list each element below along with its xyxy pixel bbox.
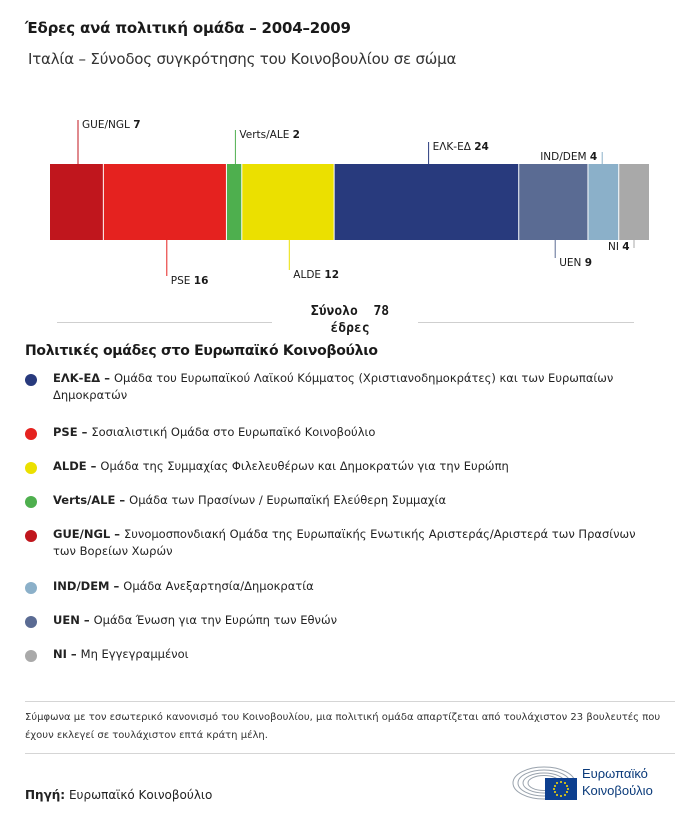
logo-line-2: Κοινοβούλιο	[582, 783, 653, 798]
footnote: Σύμφωνα με τον εσωτερικό κανονισμό του Κοινοβουλίου, μια πολιτική ομάδα απαρτίζεται από τουλάχιστον 23 βουλευτές που έχουν εκλεγεί σε τουλάχιστον επτά κράτη μέλη.	[25, 712, 661, 741]
source-label: Πηγή:	[25, 788, 66, 802]
chart-subtitle: Ιταλία – Σύνοδος συγκρότησης του Κοινοβουλίου σε σώμα	[28, 50, 457, 68]
legend-abbr: IND/DEM –	[53, 579, 124, 593]
note-divider-bottom	[25, 753, 675, 754]
legend-desc: Ομάδα Ανεξαρτησία/Δημοκρατία	[123, 579, 314, 593]
legend-text	[53, 526, 653, 560]
segment-label-verts-ale: Verts/ALE 2	[239, 129, 300, 141]
bar-segment-ελκ-εδ	[335, 164, 519, 240]
legend-color-dot	[25, 462, 37, 474]
total-unit: έδρες	[330, 321, 370, 336]
legend-desc: Συνομοσπονδιακή Ομάδα της Ευρωπαϊκής Ενωτικής Αριστεράς/Αριστερά των Πρασίνων των Βορείων Χωρών	[53, 527, 636, 558]
legend-color-dot	[25, 530, 37, 542]
total-value: 78	[373, 304, 390, 319]
legend-color-dot	[25, 428, 37, 440]
bar-segment-alde	[242, 164, 333, 240]
legend-text	[53, 612, 653, 629]
bar-segment-ind-dem	[588, 164, 618, 240]
legend-abbr: NI –	[53, 647, 81, 661]
bar-segment-verts-ale	[227, 164, 241, 240]
segment-label-ελκ-εδ: ΕΛΚ-ΕΔ 24	[432, 141, 489, 153]
total-divider-right	[418, 322, 634, 323]
legend-color-dot	[25, 616, 37, 628]
parliament-emblem-icon	[512, 763, 578, 803]
legend-heading: Πολιτικές ομάδες στο Ευρωπαϊκό Κοινοβούλιο	[25, 343, 378, 359]
segment-label-ni: NI 4	[608, 241, 630, 253]
note-divider-top	[25, 701, 675, 702]
bar-segment-gue-ngl	[50, 164, 103, 240]
legend-desc: Μη Εγγεγραμμένοι	[80, 647, 189, 661]
legend-color-dot	[25, 582, 37, 594]
legend-abbr: PSE –	[53, 425, 92, 439]
bar-segment-ni	[619, 164, 649, 240]
legend-text	[53, 370, 653, 404]
segment-label-pse: PSE 16	[170, 275, 209, 287]
legend-desc: Ομάδα της Συμμαχίας Φιλελευθέρων και Δημοκρατών για την Ευρώπη	[100, 459, 509, 473]
chart-title: Έδρες ανά πολιτική ομάδα – 2004–2009	[25, 19, 351, 37]
legend-abbr: UEN –	[53, 613, 94, 627]
legend-text	[53, 578, 653, 595]
total-seats	[290, 303, 410, 337]
european-parliament-logo	[512, 763, 682, 803]
total-divider-left	[57, 322, 272, 323]
bar-segment-pse	[104, 164, 226, 240]
bar-segment-uen	[519, 164, 587, 240]
legend-abbr: ALDE –	[53, 459, 101, 473]
legend-abbr: GUE/NGL –	[53, 527, 124, 541]
segment-label-gue-ngl: GUE/NGL 7	[82, 119, 141, 131]
legend-text	[53, 458, 653, 475]
segment-label-uen: UEN 9	[559, 257, 593, 269]
legend-abbr: ΕΛΚ-ΕΔ –	[53, 371, 114, 385]
source-value: Ευρωπαϊκό Κοινοβούλιο	[68, 788, 213, 802]
stacked-bar-chart	[0, 100, 700, 300]
total-label: Σύνολο	[310, 304, 358, 319]
legend-text	[53, 424, 653, 441]
segment-label-alde: ALDE 12	[293, 269, 340, 281]
segment-label-ind-dem: IND/DEM 4	[540, 151, 598, 163]
legend-color-dot	[25, 496, 37, 508]
legend-desc: Ομάδα των Πρασίνων / Ευρωπαϊκή Ελεύθερη Συμμαχία	[129, 493, 447, 507]
legend-color-dot	[25, 374, 37, 386]
logo-line-1: Ευρωπαϊκό	[582, 766, 648, 781]
legend-desc: Σοσιαλιστική Ομάδα στο Ευρωπαϊκό Κοινοβούλιο	[91, 425, 376, 439]
legend-desc: Ομάδα του Ευρωπαϊκού Λαϊκού Κόμματος (Χριστιανοδημοκράτες) και των Ευρωπαίων Δημοκρατών	[53, 371, 614, 402]
legend-text	[53, 646, 653, 663]
legend-color-dot	[25, 650, 37, 662]
legend-text	[53, 492, 653, 509]
legend-desc: Ομάδα Ένωση για την Ευρώπη των Εθνών	[93, 613, 338, 627]
logo-text	[582, 765, 653, 799]
legend-abbr: Verts/ALE –	[53, 493, 130, 507]
source-line	[25, 788, 212, 802]
